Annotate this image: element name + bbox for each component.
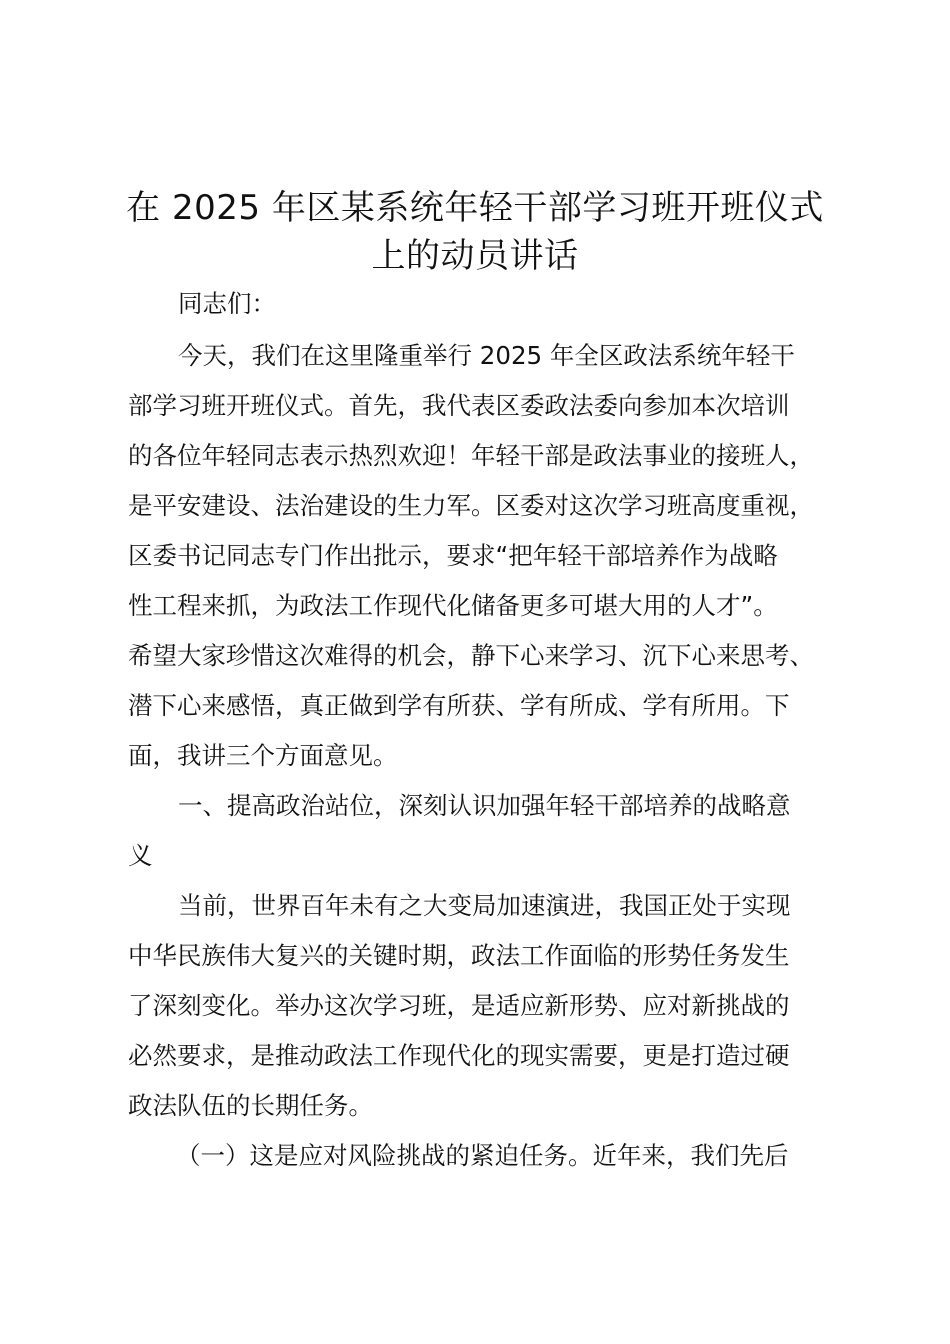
section-heading-line: 一、提高政治站位，深刻认识加强年轻干部培养的战略意: [178, 791, 791, 820]
salutation: 同志们：: [178, 289, 276, 318]
body-line: 区委书记同志专门作出批示，要求“把年轻干部培养作为战略: [128, 541, 778, 570]
body-line: 当前，世界百年未有之大变局加速演进，我国正处于实现: [178, 891, 791, 920]
body-line: 政法队伍的长期任务。: [128, 1091, 373, 1120]
body-line: 面，我讲三个方面意见。: [128, 741, 398, 770]
document-title-line-2: 上的动员讲话: [371, 236, 579, 276]
body-line: 必然要求，是推动政法工作现代化的现实需要，更是打造过硬: [128, 1041, 790, 1070]
body-line: 今天，我们在这里隆重举行 2025 年全区政法系统年轻干: [178, 341, 795, 370]
body-line: 潜下心来感悟，真正做到学有所获、学有所成、学有所用。下: [128, 691, 790, 720]
subsection-line: （一）这是应对风险挑战的紧迫任务。近年来，我们先后: [176, 1141, 789, 1170]
body-line: 中华民族伟大复兴的关键时期，政法工作面临的形势任务发生: [128, 941, 790, 970]
body-line: 性工程来抓，为政法工作现代化储备更多可堪大用的人才”。: [128, 591, 778, 620]
body-line: 的各位年轻同志表示热烈欢迎！年轻干部是政法事业的接班人，: [128, 441, 814, 470]
body-line: 希望大家珍惜这次难得的机会，静下心来学习、沉下心来思考、: [128, 641, 814, 670]
section-heading-line: 义: [128, 841, 153, 870]
body-line: 是平安建设、法治建设的生力军。区委对这次学习班高度重视，: [128, 491, 814, 520]
body-line: 部学习班开班仪式。首先，我代表区委政法委向参加本次培训: [128, 391, 790, 420]
document-title-line-1: 在 2025 年区某系统年轻干部学习班开班仪式: [126, 188, 824, 228]
body-line: 了深刻变化。举办这次学习班，是适应新形势、应对新挑战的: [128, 991, 790, 1020]
